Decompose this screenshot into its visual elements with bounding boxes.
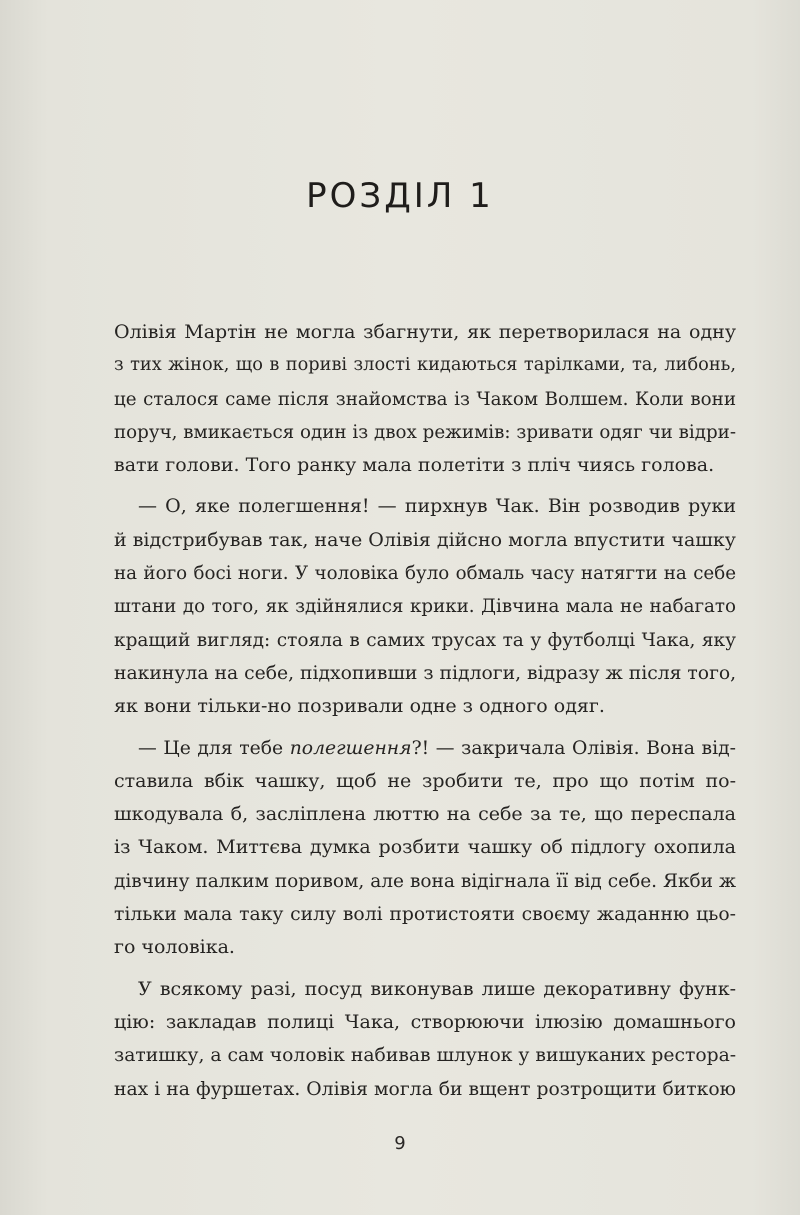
text-line: — О, яке полегшення! — пирхнув Чак. Він розводив руки [138,495,736,518]
text-line: цію: закладав полиці Чака, створюючи ілюзію домашнього [114,1010,736,1033]
text-line: вати голови. Того ранку мала полетіти з пліч чиясь голова. [114,454,715,477]
text-line: із Чаком. Миттєва думка розбити чашку об підлогу охопила [114,836,736,859]
text-line: шкодувала б, засліплена люттю на себе за те, що переспала [114,803,736,826]
text-line: це сталося саме після знайомства із Чаком Волшем. Коли вони [114,388,736,410]
paragraph [114,732,736,965]
emphasis-word: полегшення [289,737,412,759]
text-line: го чоловіка. [114,936,235,959]
text-line: накинула на себе, підхопивши з підлоги, відразу ж після того, [114,662,737,684]
paragraph [114,973,736,1106]
page-number: 9 [394,1133,406,1154]
text-line: й відстрибував так, наче Олівія дійсно могла впустити чашку [114,528,736,551]
text-line: штани до того, як здійнялися крики. Дівчина мала не набагато [114,596,736,618]
text-line: нах і на фуршетах. Олівія могла би вщент розтрощити биткою [114,1078,736,1100]
text-line: на його босі ноги. У чоловіка було обмаль часу натягти на себе [114,563,736,585]
text-line: кращий вигляд: стояла в самих трусах та у футболці Чака, яку [114,629,736,651]
text-line: У всякому разі, посуд виконував лише декоративну функ- [138,977,736,1000]
text-line-with-emphasis: — Це для тебе полегшення?! — закричала Олівія. Вона від- [138,737,736,759]
text-line: як вони тільки-но позривали одне з одного одяг. [114,695,605,718]
body-text [114,316,736,1106]
text-line: з тих жінок, що в пориві злості кидаються тарілками, та, либонь, [114,355,736,376]
text-line: Олівія Мартін не могла збагнути, як перетворилася на одну [114,321,736,343]
text-line: дівчину палким поривом, але вона відігнала її від себе. Якби ж [114,870,736,892]
chapter-title: РОЗДІЛ 1 [306,176,494,216]
paragraph [114,490,736,723]
text-line: поруч, вмикається один із двох режимів: зривати одяг чи відри- [114,421,736,443]
text-line: тільки мала таку силу волі протистояти своєму жаданню цьо- [114,904,736,926]
text-line: ставила вбік чашку, щоб не зробити те, про що потім по- [114,769,736,792]
text-line: затишку, а сам чоловік набивав шлунок у вишуканих рестора- [114,1045,737,1067]
paragraph [114,316,736,482]
